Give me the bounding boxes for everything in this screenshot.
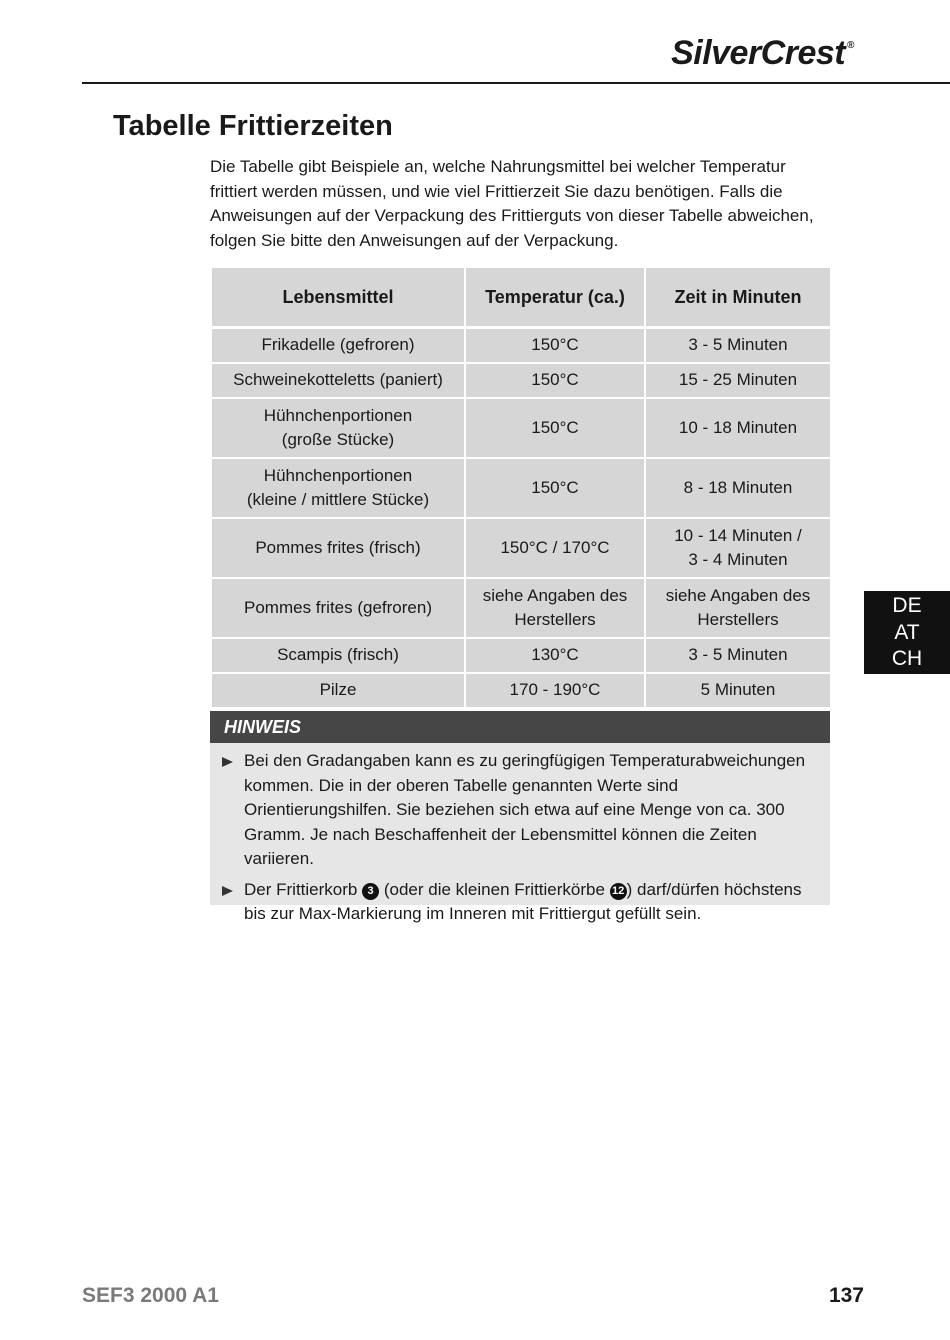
food-cell: Schweinekotteletts (paniert): [211, 363, 465, 398]
hinweis-title: HINWEIS: [210, 711, 830, 743]
bullet-arrow-icon: [222, 886, 233, 896]
frying-times-table: [210, 266, 832, 709]
food-cell: Pommes frites (frisch): [211, 518, 465, 578]
hinweis-item: [222, 749, 822, 872]
food-cell: Hühnchenportionen (große Stücke): [211, 398, 465, 458]
table-header-row: [211, 267, 831, 328]
header-food: Lebensmittel: [211, 267, 465, 328]
logo-text: SilverCrest: [671, 34, 846, 72]
food-cell: Frikadelle (gefroren): [211, 328, 465, 364]
food-cell: Pilze: [211, 673, 465, 708]
temperature-cell: 150°C: [465, 363, 645, 398]
temperature-cell: 150°C / 170°C: [465, 518, 645, 578]
food-cell: Hühnchenportionen (kleine / mittlere Stücke): [211, 458, 465, 518]
food-cell: Scampis (frisch): [211, 638, 465, 673]
hinweis-text-part1: Der Frittierkorb: [244, 879, 358, 899]
table-row: [211, 458, 831, 518]
time-cell: 3 - 5 Minuten: [645, 638, 831, 673]
header-time: Zeit in Minuten: [645, 267, 831, 328]
language-at: AT: [894, 620, 920, 644]
part-reference-icon: 12: [610, 883, 627, 900]
footer-model: SEF3 2000 A1: [82, 1284, 219, 1307]
temperature-cell: 150°C: [465, 328, 645, 364]
footer-page-number: 137: [828, 1284, 864, 1307]
language-de: DE: [892, 594, 922, 617]
part-reference-icon: 3: [362, 883, 379, 900]
hinweis-box: [210, 743, 830, 923]
bullet-arrow-icon: [222, 757, 233, 767]
language-ch: CH: [891, 647, 923, 670]
time-cell: 10 - 14 Minuten / 3 - 4 Minuten: [645, 518, 831, 578]
registered-mark: ®: [847, 40, 854, 51]
brand-logo: [671, 34, 854, 73]
hinweis-text-part3: ) darf/dürfen höchstens bis zur Max-Markierung im Inneren mit Frittiergut gefüllt sein.: [244, 879, 802, 923]
header-temperature: Temperatur (ca.): [465, 267, 645, 328]
time-cell: 15 - 25 Minuten: [645, 363, 831, 398]
temperature-cell: 170 - 190°C: [465, 673, 645, 708]
hinweis-text-part2: (oder die kleinen Frittierkörbe: [383, 879, 605, 899]
table-row: [211, 578, 831, 638]
table-row: [211, 673, 831, 708]
table-row: [211, 398, 831, 458]
temperature-cell: 150°C: [465, 398, 645, 458]
hinweis-item: [222, 878, 822, 927]
time-cell: 10 - 18 Minuten: [645, 398, 831, 458]
page-title: Tabelle Frittierzeiten: [113, 110, 393, 142]
time-cell: 5 Minuten: [645, 673, 831, 708]
food-cell: Pommes frites (gefroren): [211, 578, 465, 638]
table-body: [211, 328, 831, 709]
temperature-cell: siehe Angaben des Herstellers: [465, 578, 645, 638]
table-row: [211, 638, 831, 673]
table-row: [211, 363, 831, 398]
temperature-cell: 150°C: [465, 458, 645, 518]
hinweis-text: Bei den Gradangaben kann es zu geringfügigen Temperaturabweichungen kommen. Die in der oberen Tabelle genannten Werte sind Orientierungshilfen. Sie beziehen sich etwa auf eine Menge von ca. 300 Gramm. Je nach Beschaffenheit der Lebensmittel können die Zeiten variieren.: [244, 751, 806, 868]
table-row: [211, 518, 831, 578]
language-tab: [864, 591, 950, 674]
time-cell: siehe Angaben des Herstellers: [645, 578, 831, 638]
header-rule: [82, 82, 950, 84]
temperature-cell: 130°C: [465, 638, 645, 673]
time-cell: 8 - 18 Minuten: [645, 458, 831, 518]
time-cell: 3 - 5 Minuten: [645, 328, 831, 364]
table-row: [211, 328, 831, 364]
intro-paragraph: Die Tabelle gibt Beispiele an, welche Nahrungsmittel bei welcher Temperatur frittiert werden müssen, und wie viel Frittierzeit Sie dazu benötigen. Falls die Anweisungen auf der Verpackung des Frittierguts von dieser Tabelle abweichen, folgen Sie bitte den Anweisungen auf der Verpackung.: [210, 157, 814, 250]
